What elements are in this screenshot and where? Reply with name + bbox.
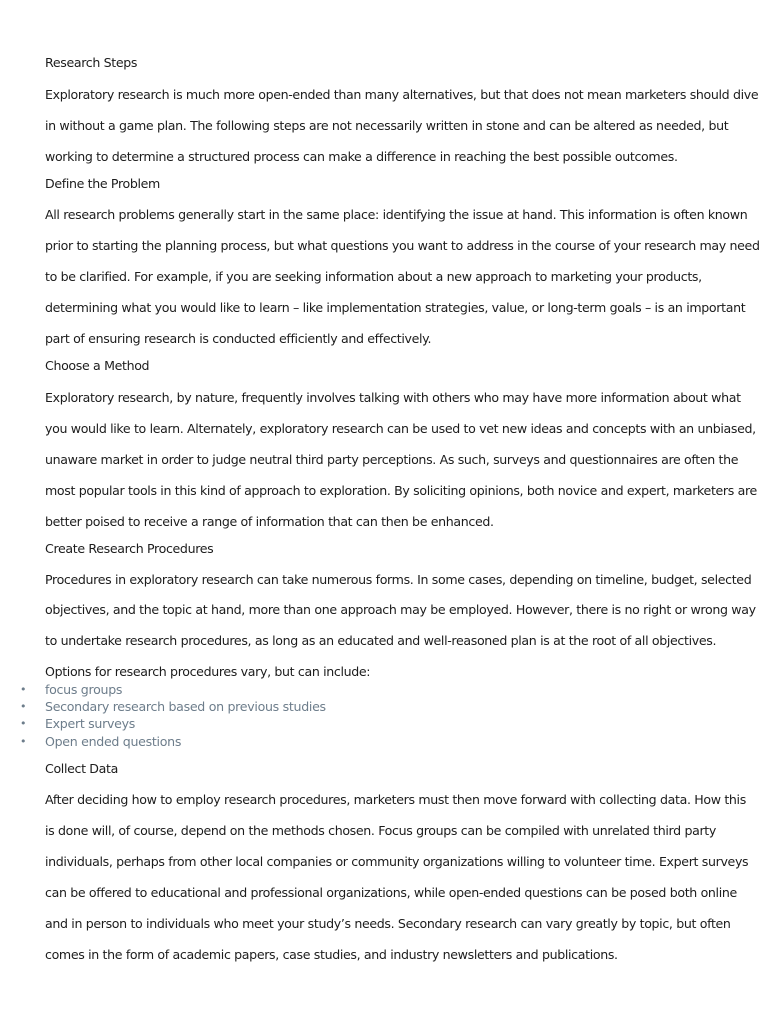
- paragraph-line: better poised to receive a range of information that can then be enhanced.: [45, 514, 494, 529]
- bullet-icon: •: [20, 683, 27, 696]
- bullet-icon: •: [20, 700, 27, 713]
- paragraph-line: individuals, perhaps from other local companies or community organizations willing to volunteer time. Expert surveys: [45, 854, 749, 869]
- paragraph-line: prior to starting the planning process, but what questions you want to address in the course of your research may need: [45, 238, 760, 253]
- paragraph-line: objectives, and the topic at hand, more than one approach may be employed. However, there is no right or wrong way: [45, 602, 756, 617]
- intro-line: in without a game plan. The following steps are not necessarily written in stone and can be altered as needed, but: [45, 118, 729, 133]
- list-item-text: focus groups: [45, 682, 123, 697]
- list-item: [20, 681, 720, 698]
- paragraph-line: part of ensuring research is conducted efficiently and effectively.: [45, 331, 432, 346]
- section-heading-create-procedures: Create Research Procedures: [45, 541, 214, 556]
- paragraph-line: to be clarified. For example, if you are seeking information about a new approach to marketing your products,: [45, 269, 702, 284]
- list-item-text: Secondary research based on previous studies: [45, 699, 326, 714]
- list-item: [20, 733, 720, 750]
- intro-line: working to determine a structured process can make a difference in reaching the best possible outcomes.: [45, 149, 678, 164]
- list-item-text: Open ended questions: [45, 734, 182, 749]
- list-item: [20, 698, 720, 715]
- paragraph-line: Exploratory research, by nature, frequently involves talking with others who may have more information about what: [45, 390, 741, 405]
- section-heading-collect-data: Collect Data: [45, 761, 118, 776]
- paragraph-line: determining what you would like to learn – like implementation strategies, value, or long-term goals – is an important: [45, 300, 746, 315]
- paragraph-line: you would like to learn. Alternately, exploratory research can be used to vet new ideas and concepts with an unbiased,: [45, 421, 756, 436]
- paragraph-line: most popular tools in this kind of approach to exploration. By soliciting opinions, both novice and expert, marketers are: [45, 483, 757, 498]
- list-item-text: Expert surveys: [45, 716, 136, 731]
- paragraph-line: After deciding how to employ research procedures, marketers must then move forward with collecting data. How this: [45, 792, 746, 807]
- section-heading-choose-method: Choose a Method: [45, 358, 150, 373]
- intro-line: Exploratory research is much more open-ended than many alternatives, but that does not mean marketers should dive: [45, 87, 759, 102]
- paragraph-line: and in person to individuals who meet your study’s needs. Secondary research can vary greatly by topic, but often: [45, 916, 731, 931]
- paragraph-line: to undertake research procedures, as long as an educated and well-reasoned plan is at the root of all objectives.: [45, 633, 717, 648]
- bullet-icon: •: [20, 717, 27, 730]
- paragraph-line: can be offered to educational and professional organizations, while open-ended questions can be posed both online: [45, 885, 737, 900]
- paragraph-line: Procedures in exploratory research can take numerous forms. In some cases, depending on timeline, budget, selected: [45, 572, 752, 587]
- options-intro: Options for research procedures vary, but can include:: [45, 664, 371, 679]
- bullet-icon: •: [20, 735, 27, 748]
- paragraph-line: comes in the form of academic papers, case studies, and industry newsletters and publications.: [45, 947, 618, 962]
- paragraph-line: is done will, of course, depend on the methods chosen. Focus groups can be compiled with unrelated third party: [45, 823, 716, 838]
- list-item: [20, 715, 720, 732]
- paragraph-line: unaware market in order to judge neutral third party perceptions. As such, surveys and questionnaires are often the: [45, 452, 739, 467]
- section-heading-define-problem: Define the Problem: [45, 176, 160, 191]
- document-title: Research Steps: [45, 55, 138, 70]
- paragraph-line: All research problems generally start in the same place: identifying the issue at hand. This information is often known: [45, 207, 748, 222]
